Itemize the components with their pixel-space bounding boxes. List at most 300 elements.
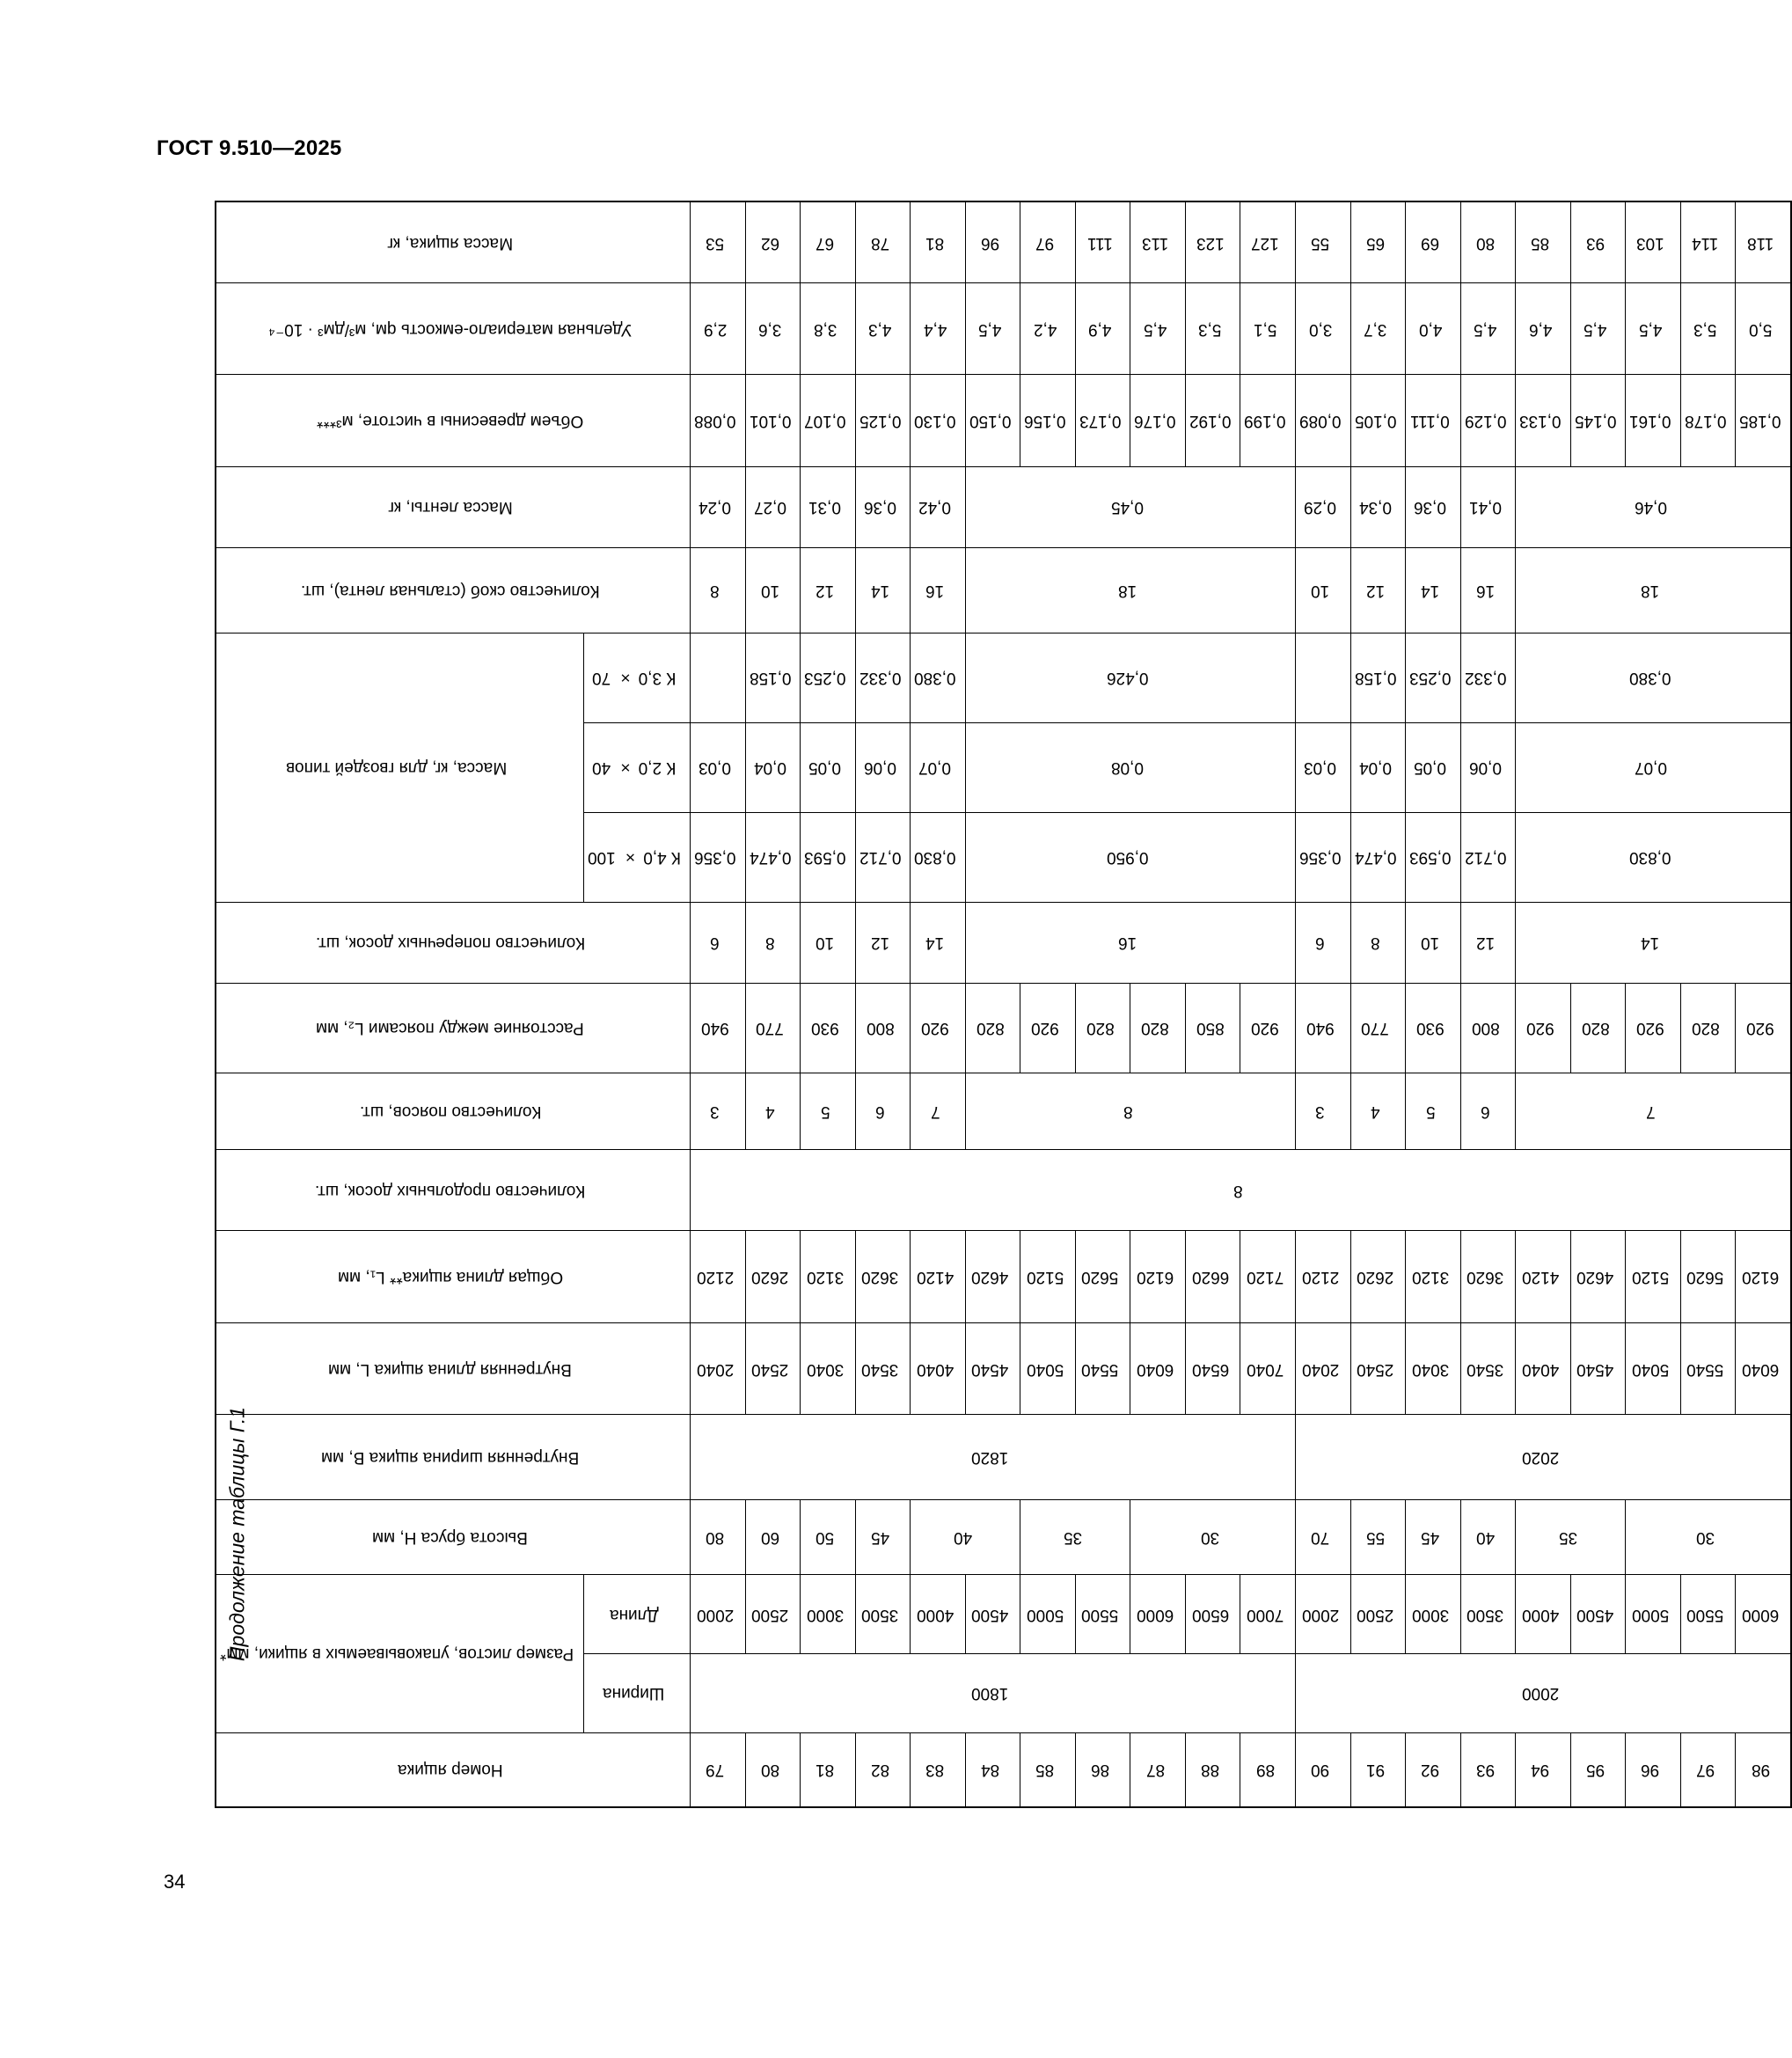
cell-value: 0,07	[918, 758, 952, 778]
cell-belts-count	[1516, 1073, 1791, 1149]
cell-specific-capacity	[1460, 282, 1516, 374]
cell-staples	[801, 547, 856, 633]
cell-value: 4000	[1521, 1605, 1560, 1624]
cell-value: 85	[1035, 1761, 1055, 1780]
cell-value: 6040	[1136, 1359, 1174, 1379]
cell-nail-40-100	[690, 812, 745, 902]
cell-total-length	[1516, 1231, 1571, 1322]
cell-staples	[1460, 547, 1516, 633]
cell-value: 4120	[916, 1268, 955, 1287]
cell-inner-length	[1516, 1322, 1571, 1414]
cell-inner-length	[911, 1322, 966, 1414]
cell-value: 3	[1315, 1102, 1326, 1122]
cell-value: 0,04	[753, 758, 786, 778]
cell-beam-height	[1516, 1500, 1626, 1575]
cell-value: 103	[1636, 233, 1664, 253]
cell-nail-30-70	[745, 633, 801, 722]
cell-value: 4	[1371, 1102, 1380, 1122]
cell-value: 10	[1311, 581, 1330, 600]
cell-value: 0,130	[914, 412, 956, 431]
cell-value: 5	[1425, 1102, 1436, 1122]
cell-value: 4,9	[1088, 319, 1112, 339]
cell-value: 0,332	[859, 669, 902, 688]
cell-box-mass	[1020, 201, 1076, 282]
cell-value: 0,107	[804, 412, 846, 431]
cell-nail-30-70	[1350, 633, 1406, 722]
cell-value: 53	[706, 233, 725, 253]
cell-staples	[1406, 547, 1461, 633]
cell-wood-volume	[1516, 375, 1571, 466]
cell-sheet-width	[690, 1653, 1295, 1732]
cell-value: 0,34	[1358, 498, 1392, 517]
cell-value: 930	[810, 1019, 839, 1038]
col-header-staples	[216, 547, 690, 633]
col-header-sheet-width-label: Ширина	[603, 1684, 665, 1703]
cell-value: 0,253	[804, 669, 846, 688]
cell-cross-boards	[1295, 902, 1350, 983]
col-header-belt-distance-label: Расстояние между поясами L₂, мм	[316, 1019, 585, 1038]
col-header-wood-volume	[216, 375, 690, 466]
cell-value: 0,29	[1304, 498, 1337, 517]
cell-nail-30-70	[1406, 633, 1461, 722]
cell-wood-volume	[855, 375, 911, 466]
cell-value: 0,253	[1409, 669, 1452, 688]
cell-wood-volume	[690, 375, 745, 466]
cell-value: 0,105	[1354, 412, 1397, 431]
table-row	[911, 201, 966, 1807]
cell-value: 0,950	[1107, 848, 1149, 868]
cell-nail-20-40	[855, 722, 911, 812]
cell-belt-distance	[1185, 983, 1240, 1073]
cell-value: 2540	[1357, 1359, 1394, 1379]
cell-specific-capacity	[1185, 282, 1240, 374]
cell-value: 50	[816, 1528, 835, 1548]
cell-belt-mass	[1516, 466, 1791, 547]
cell-belt-distance	[1130, 983, 1186, 1073]
cell-sheet-length	[1516, 1575, 1571, 1654]
cell-value: 114	[1692, 233, 1719, 253]
cell-value: 930	[1415, 1019, 1445, 1038]
cell-value: 0,158	[749, 669, 792, 688]
cell-specific-capacity	[965, 282, 1020, 374]
cell-beam-height	[690, 1500, 745, 1575]
cell-nail-20-40	[1406, 722, 1461, 812]
cell-value: 2040	[1301, 1359, 1339, 1379]
cell-sheet-length	[1130, 1575, 1186, 1654]
cell-specific-capacity	[1350, 282, 1406, 374]
cell-value: 127	[1251, 233, 1280, 253]
cell-value: 0,089	[1298, 412, 1342, 431]
cell-value: 4,2	[1033, 319, 1057, 339]
cell-inner-width	[690, 1415, 1295, 1500]
cell-value: 1800	[971, 1684, 1009, 1703]
cell-value: 3,7	[1364, 319, 1387, 339]
cell-value: 4120	[1521, 1268, 1560, 1287]
cell-value: 0,06	[1468, 758, 1502, 778]
cell-value: 4540	[1576, 1359, 1614, 1379]
cell-box-number	[1240, 1732, 1296, 1807]
cell-box-number	[1680, 1732, 1736, 1807]
cell-value: 800	[866, 1019, 895, 1038]
table-head-row-1	[216, 201, 583, 1807]
cell-staples	[855, 547, 911, 633]
cell-box-number	[1570, 1732, 1626, 1807]
col-header-nails-group-label: Масса, кг, для гвоздей типов	[286, 758, 508, 778]
cell-total-length	[1240, 1231, 1296, 1322]
cell-box-mass	[1626, 201, 1681, 282]
cell-belt-mass	[965, 466, 1295, 547]
cell-value: 80	[706, 1528, 725, 1548]
cell-value: 0,474	[1354, 848, 1397, 868]
cell-beam-height	[911, 1500, 1020, 1575]
cell-belts-count	[801, 1073, 856, 1149]
cell-value: 4,5	[1143, 319, 1167, 339]
cell-total-length	[1570, 1231, 1626, 1322]
cell-value: 10	[816, 934, 835, 953]
cell-value: 78	[870, 233, 889, 253]
cell-wood-volume	[1350, 375, 1406, 466]
cell-value: 0,03	[699, 758, 732, 778]
cell-wood-volume	[1736, 375, 1791, 466]
cell-nail-20-40	[690, 722, 745, 812]
cell-total-length	[1350, 1231, 1406, 1322]
cell-value: 0,161	[1629, 412, 1671, 431]
cell-total-length	[1736, 1231, 1791, 1322]
cell-value: 6	[710, 934, 720, 953]
cell-value: 820	[1086, 1019, 1115, 1038]
cell-value: 0,830	[1629, 848, 1671, 868]
cell-belt-distance	[1406, 983, 1461, 1073]
cell-value: 18	[1641, 581, 1660, 600]
col-header-nail-40-100	[583, 812, 690, 902]
cell-specific-capacity	[855, 282, 911, 374]
cell-specific-capacity	[1075, 282, 1130, 374]
col-header-sheet-length	[583, 1575, 690, 1654]
col-header-inner-width-label: Внутренняя ширина ящика B, мм	[321, 1448, 580, 1468]
cell-box-mass	[745, 201, 801, 282]
cell-value	[1320, 676, 1328, 679]
cell-specific-capacity	[1680, 282, 1736, 374]
cell-total-length	[1185, 1231, 1240, 1322]
cell-cross-boards	[745, 902, 801, 983]
col-header-inner-length	[216, 1322, 690, 1414]
cell-value: 3500	[1467, 1605, 1504, 1624]
cell-nail-30-70	[690, 633, 745, 722]
cell-staples	[1295, 547, 1350, 633]
cell-cross-boards	[1350, 902, 1406, 983]
cell-value: 118	[1746, 233, 1774, 253]
cell-belts-count	[745, 1073, 801, 1149]
cell-nail-30-70	[801, 633, 856, 722]
cell-nail-40-100	[1516, 812, 1791, 902]
cell-value: 94	[1531, 1761, 1550, 1780]
cell-beam-height	[1626, 1500, 1791, 1575]
cell-box-mass	[1240, 201, 1296, 282]
cell-beam-height	[1460, 1500, 1516, 1575]
cell-belt-distance	[801, 983, 856, 1073]
col-header-belts-count-label: Количество поясов, шт.	[359, 1102, 542, 1122]
cell-box-mass	[1075, 201, 1130, 282]
cell-beam-height	[801, 1500, 856, 1575]
cell-specific-capacity	[1516, 282, 1571, 374]
cell-value: 0,36	[863, 498, 896, 517]
cell-box-mass	[801, 201, 856, 282]
cell-belt-mass	[1406, 466, 1461, 547]
cell-inner-length	[1680, 1322, 1736, 1414]
cell-inner-length	[1020, 1322, 1076, 1414]
cell-value: 4540	[971, 1359, 1009, 1379]
cell-value: 4040	[916, 1359, 955, 1379]
cell-value: 97	[1696, 1761, 1715, 1780]
cell-value: 8	[764, 934, 775, 953]
cell-belts-count	[1350, 1073, 1406, 1149]
cell-inner-length	[801, 1322, 856, 1414]
table-row	[855, 201, 911, 1807]
cell-specific-capacity	[801, 282, 856, 374]
cell-value: 0,08	[1111, 758, 1145, 778]
cell-sheet-length	[911, 1575, 966, 1654]
cell-value: 8	[1232, 1181, 1243, 1200]
cell-value: 40	[953, 1528, 972, 1548]
cell-wood-volume	[1185, 375, 1240, 466]
cell-box-mass	[1680, 201, 1736, 282]
cell-belts-count	[911, 1073, 966, 1149]
cell-value: 5540	[1081, 1359, 1119, 1379]
cell-value: 8	[1123, 1102, 1133, 1122]
cell-value: 4,4	[923, 319, 947, 339]
cell-value: 5500	[1686, 1605, 1724, 1624]
cell-total-length	[1460, 1231, 1516, 1322]
cell-value: 6	[1315, 934, 1326, 953]
cell-box-mass	[1516, 201, 1571, 282]
cell-nail-40-100	[1460, 812, 1516, 902]
cell-total-length	[1130, 1231, 1186, 1322]
cell-nail-20-40	[745, 722, 801, 812]
cell-sheet-length	[1020, 1575, 1076, 1654]
cell-nail-20-40	[1516, 722, 1791, 812]
cell-inner-length	[855, 1322, 911, 1414]
cell-value: 0,426	[1107, 669, 1149, 688]
cell-value: 850	[1196, 1019, 1225, 1038]
cell-total-length	[1626, 1231, 1681, 1322]
cell-value: 80	[760, 1761, 779, 1780]
table-row	[690, 201, 745, 1807]
cell-value: 0,45	[1111, 498, 1145, 517]
cell-inner-length	[690, 1322, 745, 1414]
cell-value: 940	[1306, 1019, 1335, 1038]
cell-value: 2500	[1357, 1605, 1394, 1624]
cell-value: 0,06	[863, 758, 896, 778]
cell-value: 6000	[1741, 1605, 1780, 1624]
cell-value: 0,380	[1629, 669, 1671, 688]
cell-value: 86	[1090, 1761, 1110, 1780]
cell-beam-height	[1130, 1500, 1296, 1575]
cell-nail-40-100	[911, 812, 966, 902]
cell-value: 3620	[861, 1268, 899, 1287]
col-header-specific-capacity-label: Удельная материало-емкость qм, м³/дм³ · 10⁻⁴	[268, 319, 633, 339]
cell-belt-mass	[690, 466, 745, 547]
cell-value: 5	[820, 1102, 830, 1122]
cell-inner-length	[1406, 1322, 1461, 1414]
cell-value: 5620	[1686, 1268, 1724, 1287]
cell-value: 8	[710, 581, 720, 600]
cell-box-mass	[1185, 201, 1240, 282]
col-header-cross-boards-label: Количество поперечных досок, шт.	[315, 934, 585, 953]
cell-value: 0,07	[1634, 758, 1667, 778]
cell-value: 5500	[1081, 1605, 1119, 1624]
cell-value: 3000	[806, 1605, 844, 1624]
cell-value: 920	[921, 1019, 949, 1038]
page-number: 34	[164, 1871, 186, 1893]
cell-wood-volume	[1460, 375, 1516, 466]
cell-value: 0,24	[699, 498, 732, 517]
cell-value: 3,6	[758, 319, 782, 339]
cell-staples	[1350, 547, 1406, 633]
cell-belt-mass	[801, 466, 856, 547]
col-header-nails-group	[216, 633, 583, 902]
cell-value: 4040	[1521, 1359, 1560, 1379]
cell-value: 6000	[1136, 1605, 1174, 1624]
cell-value: 0,593	[804, 848, 846, 868]
cell-belt-distance	[1460, 983, 1516, 1073]
cell-value: 820	[1141, 1019, 1169, 1038]
cell-beam-height	[745, 1500, 801, 1575]
cell-value: 2000	[1301, 1605, 1339, 1624]
cell-total-length	[690, 1231, 745, 1322]
cell-beam-height	[1406, 1500, 1461, 1575]
cell-box-mass	[1736, 201, 1791, 282]
cell-box-mass	[690, 201, 745, 282]
col-header-belts-count	[216, 1073, 690, 1149]
cell-value: 80	[1475, 233, 1495, 253]
cell-box-number	[1295, 1732, 1350, 1807]
cell-value: 8	[1371, 934, 1380, 953]
cell-value: 3120	[1411, 1268, 1449, 1287]
cell-belt-distance	[1516, 983, 1571, 1073]
cell-value: 91	[1365, 1761, 1385, 1780]
cell-value: 0,332	[1464, 669, 1507, 688]
cell-specific-capacity	[745, 282, 801, 374]
cell-value: 0,129	[1464, 412, 1507, 431]
cell-value: 14	[925, 934, 945, 953]
cell-total-length	[1075, 1231, 1130, 1322]
cell-value: 7000	[1247, 1605, 1284, 1624]
cell-wood-volume	[1406, 375, 1461, 466]
cell-staples	[1516, 547, 1791, 633]
cell-value: 89	[1255, 1761, 1275, 1780]
cell-value: 0,145	[1574, 412, 1617, 431]
cell-specific-capacity	[1406, 282, 1461, 374]
cell-sheet-length	[1295, 1575, 1350, 1654]
cell-wood-volume	[1570, 375, 1626, 466]
cell-value: 4500	[971, 1605, 1009, 1624]
cell-value: 5000	[1026, 1605, 1064, 1624]
cell-belt-distance	[1570, 983, 1626, 1073]
cell-inner-length	[1240, 1322, 1296, 1414]
cell-value: 7040	[1247, 1359, 1284, 1379]
cell-value: 10	[760, 581, 779, 600]
cell-inner-length	[1295, 1322, 1350, 1414]
cell-belt-mass	[855, 466, 911, 547]
cell-nail-30-70	[1516, 633, 1791, 722]
cell-value: 5040	[1026, 1359, 1064, 1379]
cell-belts-count	[1406, 1073, 1461, 1149]
cell-belts-count	[965, 1073, 1295, 1149]
cell-sheet-length	[1736, 1575, 1791, 1654]
cell-wood-volume	[1075, 375, 1130, 466]
cell-value: 4620	[971, 1268, 1009, 1287]
cell-nail-40-100	[855, 812, 911, 902]
cell-value: 820	[976, 1019, 1005, 1038]
cell-value: 0,111	[1410, 412, 1451, 431]
cell-inner-length	[1460, 1322, 1516, 1414]
cell-belt-distance	[1295, 983, 1350, 1073]
cell-value: 3,0	[1308, 319, 1332, 339]
cell-specific-capacity	[911, 282, 966, 374]
cell-cross-boards	[1460, 902, 1516, 983]
cell-nail-20-40	[965, 722, 1295, 812]
cell-value: 0,178	[1684, 412, 1727, 431]
cell-belt-distance	[1240, 983, 1296, 1073]
cell-value: 98	[1751, 1761, 1770, 1780]
cell-value: 83	[925, 1761, 945, 1780]
cell-value: 0,125	[859, 412, 902, 431]
cell-value: 0,36	[1414, 498, 1447, 517]
cell-sheet-length	[1626, 1575, 1681, 1654]
cell-value: 3620	[1467, 1268, 1504, 1287]
cell-value: 62	[760, 233, 779, 253]
cell-box-number	[1406, 1732, 1461, 1807]
cell-nail-20-40	[801, 722, 856, 812]
cell-box-number	[745, 1732, 801, 1807]
packing-box-table	[215, 201, 1792, 1808]
cell-cross-boards	[1406, 902, 1461, 983]
cell-value: 40	[1475, 1528, 1495, 1548]
cell-value: 5000	[1631, 1605, 1670, 1624]
col-header-specific-capacity	[216, 282, 690, 374]
cell-value: 0,380	[914, 669, 956, 688]
cell-wood-volume	[1295, 375, 1350, 466]
table-row	[1516, 201, 1571, 1807]
table-body	[690, 201, 1790, 1807]
cell-value: 0,192	[1189, 412, 1232, 431]
cell-value: 81	[925, 233, 945, 253]
cell-value: 0,156	[1024, 412, 1066, 431]
col-header-nail-30-70	[583, 633, 690, 722]
cell-beam-height	[1020, 1500, 1130, 1575]
cell-belt-distance	[1350, 983, 1406, 1073]
cell-belt-mass	[745, 466, 801, 547]
cell-box-mass	[1295, 201, 1350, 282]
cell-value: 4500	[1576, 1605, 1614, 1624]
cell-value: 96	[1641, 1761, 1660, 1780]
cell-value: 5,3	[1198, 319, 1222, 339]
cell-value: 7	[930, 1102, 940, 1122]
cell-belts-count	[1460, 1073, 1516, 1149]
cell-belt-distance	[745, 983, 801, 1073]
cell-value: 6540	[1191, 1359, 1229, 1379]
col-header-box-mass	[216, 201, 690, 282]
col-header-belt-distance	[216, 983, 690, 1073]
cell-inner-length	[1130, 1322, 1186, 1414]
col-header-nail-30-70-label: К 3,0 × 70	[591, 669, 677, 688]
cell-box-mass	[965, 201, 1020, 282]
cell-box-mass	[1350, 201, 1406, 282]
cell-value: 0,356	[693, 848, 736, 868]
cell-value: 770	[756, 1019, 785, 1038]
cell-wood-volume	[1680, 375, 1736, 466]
cell-value: 12	[816, 581, 835, 600]
